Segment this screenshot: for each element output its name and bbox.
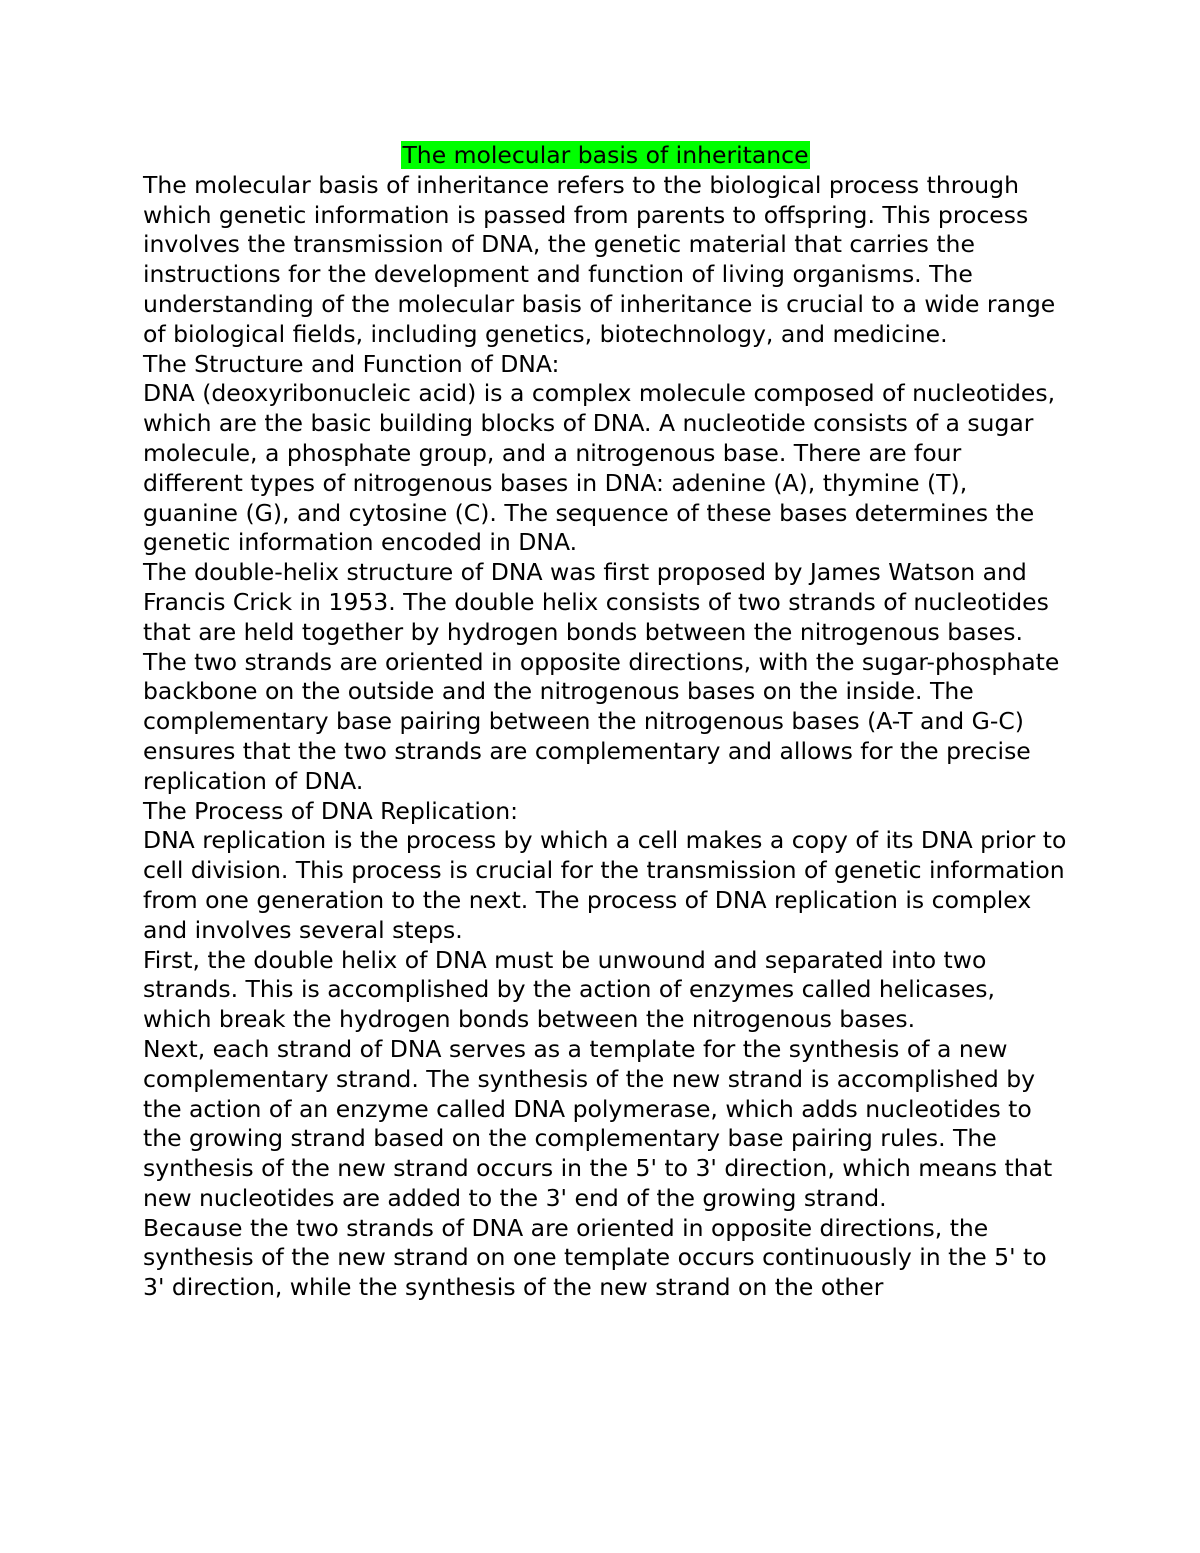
paragraph-synthesis: Next, each strand of DNA serves as a template for the synthesis of a new complementary strand. The synthesis of the new strand is accomplished by the action of an enzyme called DNA polymerase, which adds nucleotides to the growing strand based on the complementary base pairing rules. The synthesis of the new strand occurs in the 5' to 3' direction, which means that new nucleotides are added to the 3' end of the growing strand.	[143, 1034, 1053, 1212]
paragraph-unwinding: First, the double helix of DNA must be unwound and separated into two strands. This is accomplished by the action of enzymes called helicases, which break the hydrogen bonds between the nitrogenous bases.	[143, 945, 996, 1034]
paragraph-dna-composition: DNA (deoxyribonucleic acid) is a complex molecule composed of nucleotides, which are the basic building blocks of DNA. A nucleotide consists of a sugar molecule, a phosphate group, and a nitrogenous base. There are four different types of nitrogenous bases in DNA: adenine (A), thymine (T), guanine (G), and cytosine (C). The sequence of these bases determines the genetic information encoded in DNA.	[143, 379, 1056, 557]
paragraph-intro: The molecular basis of inheritance refers to the biological process through which genetic information is passed from parents to offspring. This process involves the transmission of DNA, the genetic material that carries the instructions for the development and function of living organisms. The understanding of the molecular basis of inheritance is crucial to a wide range of biological fields, including genetics, biotechnology, and medicine.	[143, 170, 1056, 348]
paragraph-replication-intro: DNA replication is the process by which a cell makes a copy of its DNA prior to cell division. This process is crucial for the transmission of genetic information from one generation to the next. The process of DNA replication is complex and involves several steps.	[143, 826, 1067, 944]
document-body	[143, 141, 1068, 1303]
paragraph-double-helix: The double-helix structure of DNA was first proposed by James Watson and Francis Crick in 1953. The double helix consists of two strands of nucleotides that are held together by hydrogen bonds between the nitrogenous bases. The two strands are oriented in opposite directions, with the sugar-phosphate backbone on the outside and the nitrogenous bases on the inside. The complementary base pairing between the nitrogenous bases (A-T and G-C) ensures that the two strands are complementary and allows for the precise replication of DNA.	[143, 558, 1060, 795]
document-title: The molecular basis of inheritance	[402, 141, 809, 169]
paragraph-strand-orientation: Because the two strands of DNA are oriented in opposite directions, the synthesis of the new strand on one template occurs continuously in the 5' to 3' direction, while the synthesis of the new strand on the other	[143, 1213, 1047, 1302]
heading-replication: The Process of DNA Replication:	[143, 796, 519, 825]
heading-structure-function: The Structure and Function of DNA:	[143, 349, 560, 378]
title-row	[143, 141, 1068, 171]
